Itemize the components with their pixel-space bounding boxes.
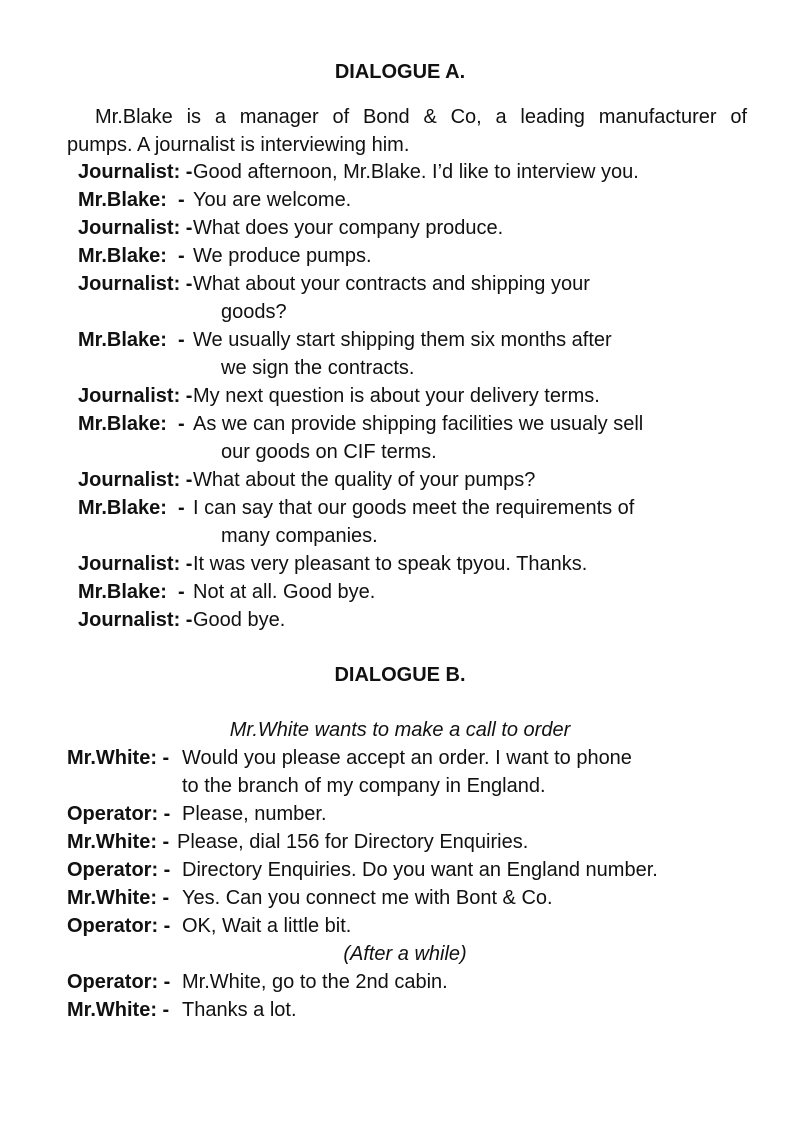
turn-text: Yes. Can you connect me with Bont & Co. bbox=[182, 887, 553, 909]
speaker-label: Mr.White: - bbox=[67, 831, 170, 853]
speaker-label: Journalist: - bbox=[78, 273, 193, 295]
speaker-label: Journalist: - bbox=[78, 161, 193, 183]
turn-text: Not at all. Good bye. bbox=[193, 581, 376, 603]
turn-text: Mr.White, go to the 2nd cabin. bbox=[182, 971, 448, 993]
turn-text: As we can provide shipping facilities we usualy sell our goods on CIF terms. bbox=[193, 413, 644, 463]
speaker-label: Operator: - bbox=[67, 971, 171, 993]
turn-text: We usually start shipping them six months after we sign the contracts. bbox=[193, 329, 612, 379]
dialogue-a-title: DIALOGUE A. bbox=[334, 61, 466, 83]
speaker-label: Mr.Blake: - bbox=[78, 245, 185, 267]
turn-text: Good bye. bbox=[193, 609, 286, 631]
speaker-label: Journalist: - bbox=[78, 217, 193, 239]
speaker-label: Mr.Blake: - bbox=[78, 413, 185, 435]
speaker-label: Journalist: - bbox=[78, 385, 193, 407]
speaker-label: Journalist: - bbox=[78, 609, 193, 631]
turn-text: I can say that our goods meet the requirements of many companies. bbox=[193, 497, 635, 547]
turn-text: You are welcome. bbox=[193, 189, 352, 211]
turn-text: What about your contracts and shipping your goods? bbox=[193, 273, 590, 323]
stage-direction: (After a while) bbox=[343, 943, 467, 965]
turn-text: What about the quality of your pumps? bbox=[193, 469, 536, 491]
turn-text: Thanks a lot. bbox=[182, 999, 297, 1021]
dialogue-b-subtitle: Mr.White wants to make a call to order bbox=[229, 719, 571, 741]
speaker-label: Journalist: - bbox=[78, 469, 193, 491]
speaker-label: Operator: - bbox=[67, 803, 171, 825]
turn-text: My next question is about your delivery terms. bbox=[193, 385, 600, 407]
speaker-label: Journalist: - bbox=[78, 553, 193, 575]
speaker-label: Mr.White: - bbox=[67, 999, 170, 1021]
turn-text: Would you please accept an order. I want to phone to the branch of my company in England. bbox=[182, 747, 632, 797]
intro-line: pumps. A journalist is interviewing him. bbox=[67, 134, 410, 156]
speaker-label: Mr.Blake: - bbox=[78, 581, 185, 603]
turn-text: Directory Enquiries. Do you want an England number. bbox=[182, 859, 658, 881]
speaker-label: Mr.Blake: - bbox=[78, 329, 185, 351]
speaker-label: Mr.Blake: - bbox=[78, 189, 185, 211]
turn-text: Please, dial 156 for Directory Enquiries. bbox=[177, 831, 529, 853]
turn-text: It was very pleasant to speak tpyou. Thanks. bbox=[193, 553, 588, 575]
dialogue-b-title: DIALOGUE B. bbox=[334, 664, 466, 686]
dialogue-a-intro bbox=[67, 103, 747, 159]
turn-text: Please, number. bbox=[182, 803, 327, 825]
speaker-label: Mr.White: - bbox=[67, 887, 170, 909]
speaker-label: Operator: - bbox=[67, 859, 171, 881]
turn-text: OK, Wait a little bit. bbox=[182, 915, 352, 937]
intro-line: Mr.Blake is a manager of Bond & Co, a leading manufacturer of bbox=[95, 106, 747, 128]
speaker-label: Mr.Blake: - bbox=[78, 497, 185, 519]
turn-text: Good afternoon, Mr.Blake. I’d like to interview you. bbox=[193, 161, 639, 183]
speaker-label: Mr.White: - bbox=[67, 747, 170, 769]
turn-text: We produce pumps. bbox=[193, 245, 372, 267]
turn-text: What does your company produce. bbox=[193, 217, 504, 239]
speaker-label: Operator: - bbox=[67, 915, 171, 937]
